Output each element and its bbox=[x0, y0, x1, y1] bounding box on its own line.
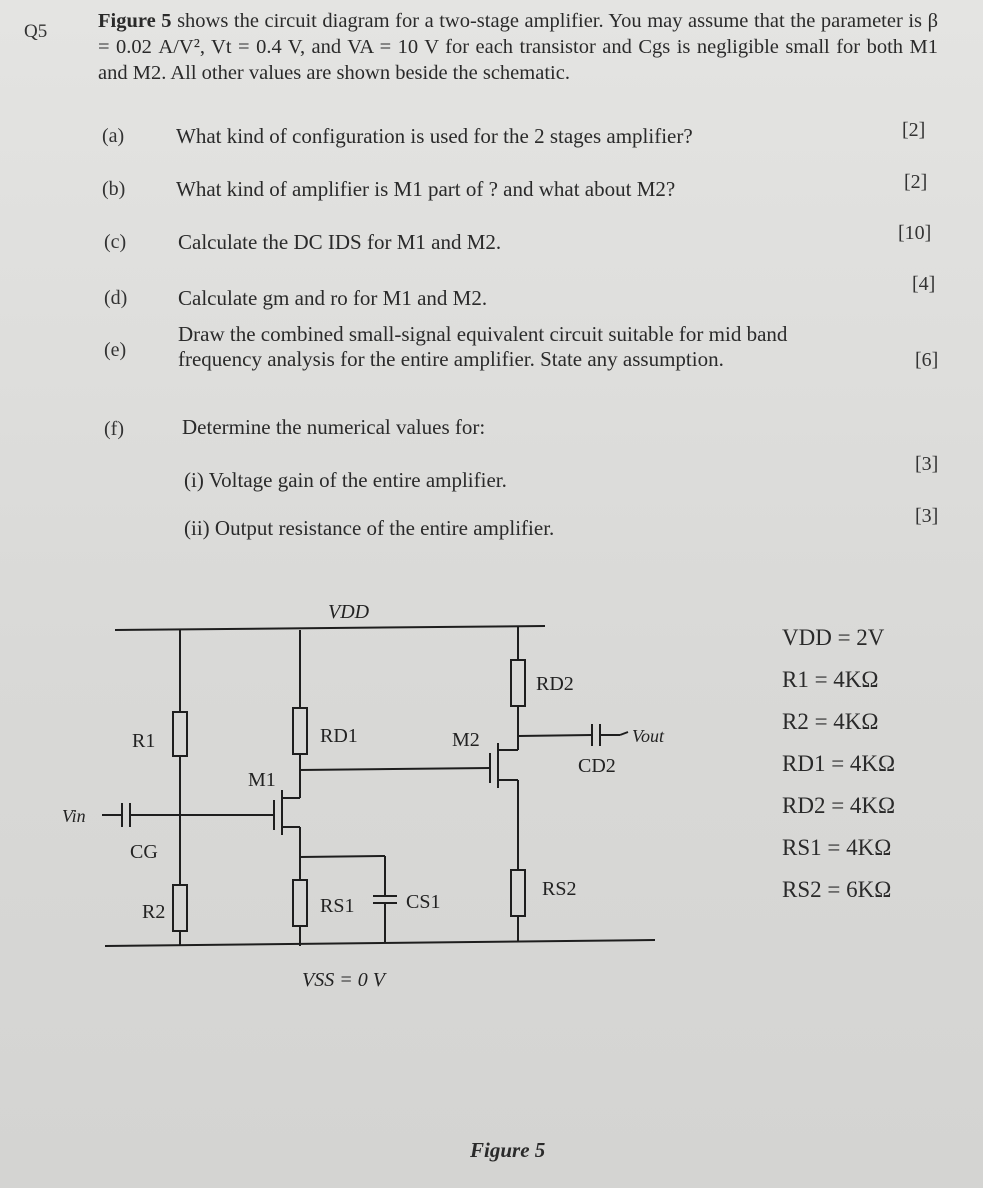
rd1-resistor bbox=[293, 708, 307, 754]
subpart-i-marks: [3] bbox=[915, 453, 939, 475]
value-rd2: RD2 = 4KΩ bbox=[782, 793, 896, 818]
intro-text: shows the circuit diagram for a two-stage amplifier. You may assume that the parameter is β = 0.02 A/V², Vt = 0.4 V, and VA = 10 V for each transistor and Cgs is negligible small for both M1 and M2. All other values are shown beside the schematic. bbox=[98, 10, 939, 84]
value-r2: R2 = 4KΩ bbox=[782, 709, 879, 734]
vss-label: VSS = 0 V bbox=[302, 969, 385, 991]
vss-rail bbox=[105, 940, 655, 946]
r1-label: R1 bbox=[132, 730, 156, 752]
vout-arrow bbox=[620, 732, 628, 735]
part-e-marks: [6] bbox=[915, 349, 939, 371]
cd2-label: CD2 bbox=[578, 755, 616, 777]
value-rs2: RS2 = 6KΩ bbox=[782, 877, 892, 902]
question-number: Q5 bbox=[24, 21, 48, 42]
cg-label: CG bbox=[130, 841, 158, 863]
part-a-text: What kind of configuration is used for the 2 stages amplifier? bbox=[176, 124, 693, 148]
part-e-text: Draw the combined small-signal equivalent circuit suitable for mid band frequency analysis for the entire amplifier. State any assumption. bbox=[178, 322, 788, 371]
part-d-marks: [4] bbox=[912, 273, 936, 295]
part-d-label: (d) bbox=[104, 287, 128, 309]
rs1-resistor bbox=[293, 880, 307, 926]
r1-resistor bbox=[173, 712, 187, 756]
vdd-rail bbox=[115, 626, 545, 630]
value-r1: R1 = 4KΩ bbox=[782, 667, 879, 692]
cs1-wire-top bbox=[300, 856, 385, 857]
r2-label: R2 bbox=[142, 901, 166, 923]
interstage-wire bbox=[300, 768, 490, 770]
value-vdd: VDD = 2V bbox=[782, 625, 885, 650]
vout-label: Vout bbox=[632, 726, 665, 746]
part-c-text: Calculate the DC IDS for M1 and M2. bbox=[178, 230, 502, 254]
part-f-text: Determine the numerical values for: bbox=[182, 415, 486, 439]
vin-label: Vin bbox=[62, 806, 86, 826]
circuit-schematic bbox=[60, 590, 700, 1010]
m2-label: M2 bbox=[452, 729, 480, 751]
part-b-text: What kind of amplifier is M1 part of ? and what about M2? bbox=[176, 177, 676, 201]
m1-label: M1 bbox=[248, 769, 276, 791]
figure-reference: Figure 5 bbox=[98, 10, 172, 32]
vout-wire bbox=[518, 735, 592, 736]
rd2-label: RD2 bbox=[536, 673, 574, 695]
rs2-label: RS2 bbox=[542, 878, 577, 900]
part-c-marks: [10] bbox=[898, 222, 932, 244]
subpart-ii-marks: [3] bbox=[915, 505, 939, 527]
value-rd1: RD1 = 4KΩ bbox=[782, 751, 896, 776]
rd2-resistor bbox=[511, 660, 525, 706]
rs1-label: RS1 bbox=[320, 895, 355, 917]
part-d-text: Calculate gm and ro for M1 and M2. bbox=[178, 286, 488, 310]
vdd-label: VDD bbox=[328, 601, 370, 623]
part-e-label: (e) bbox=[104, 339, 127, 361]
part-c-label: (c) bbox=[104, 231, 127, 253]
part-f-label: (f) bbox=[104, 418, 124, 440]
value-rs1: RS1 = 4KΩ bbox=[782, 835, 892, 860]
question-intro bbox=[98, 8, 938, 86]
cs1-label: CS1 bbox=[406, 891, 441, 913]
subpart-ii-text: (ii) Output resistance of the entire amplifier. bbox=[184, 516, 555, 540]
part-b-label: (b) bbox=[102, 178, 126, 200]
part-a-marks: [2] bbox=[902, 119, 926, 141]
subpart-i-text: (i) Voltage gain of the entire amplifier. bbox=[184, 468, 507, 492]
figure-caption: Figure 5 bbox=[470, 1138, 546, 1162]
rd1-label: RD1 bbox=[320, 725, 358, 747]
part-b-marks: [2] bbox=[904, 171, 928, 193]
part-a-label: (a) bbox=[102, 125, 125, 147]
r2-resistor bbox=[173, 885, 187, 931]
rs2-resistor bbox=[511, 870, 525, 916]
